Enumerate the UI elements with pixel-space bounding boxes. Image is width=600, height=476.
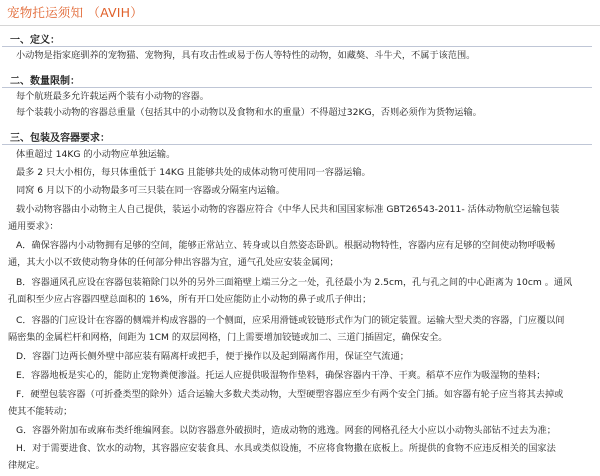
section-heading: 三、包装及容器要求：: [10, 133, 110, 144]
body-line: 最多 2 只大小相仿，每只体重低于 14KG 且能够共处的成体动物可使用同一容器运输。: [16, 167, 371, 178]
body-line: 体重超过 14KG 的小动物应单独运输。: [16, 149, 176, 160]
body-line: 使其不能转动；: [8, 406, 73, 417]
body-line: D．容器门边两长侧外壁中部应装有隔离杆或把手，便于操作以及起到隔离作用，保证空气流通；: [16, 351, 409, 362]
section-heading: 一、定义：: [10, 35, 60, 46]
body-line: 律规定。: [8, 460, 45, 471]
body-line: G．容器外附加布或麻布类纤维编网套。以防容器意外破损时，造成动物的逃逸。网套的网格孔径大小应以小动物头部钻不过去为准；: [16, 425, 556, 436]
body-line: 同窝 6 月以下的小动物最多可三只装在同一容器或分隔室内运输。: [16, 185, 285, 196]
section-heading: 二、数量限制：: [10, 76, 80, 87]
body-line: B．容器通风孔应设在容器包装箱除门以外的另外三面箱壁上端三分之一处，孔径最小为 2.5cm，孔与孔之间的中心距离为 10cm 。通风: [16, 277, 573, 288]
section-heading-bar: [2, 31, 592, 47]
body-line: 每个航班最多允许载运两个装有小动物的容器。: [16, 91, 209, 102]
body-line: 隔密集的金属栏杆和网格，间距为 1CM 的双层网格，门上需要增加铰链或加二、三道门插固定，确保安全。: [8, 332, 448, 343]
body-line: H．对于需要进食、饮水的动物，其容器应安装食具、水具或类似设施，不应将食物撒在底板上。所提供的食物不应违反相关的国家法: [16, 443, 556, 454]
page-title: 宠物托运须知 （AVIH）: [7, 5, 143, 20]
body-line: A．确保容器内小动物拥有足够的空间，能够正常站立、转身或以自然姿态卧趴。根据动物特性，容器内应有足够的空间使动物呼吸畅: [16, 240, 556, 251]
body-line: 孔面积至少应占容器四壁总面积的 16%，所有开口处应能防止小动物的鼻子或爪子伸出；: [8, 294, 372, 305]
body-line: C．容器的门应设计在容器的侧端并构成容器的一个侧面，应采用滑链或铰链形式作为门的锁定装置。运输大型犬类的容器，门应覆以间: [16, 315, 565, 326]
section-heading-bar: [2, 72, 592, 88]
body-line: 每个装载小动物的容器总重量（包括其中的小动物以及食物和水的重量）不得超过32KG，否则必须作为货物运输。: [16, 107, 482, 118]
section-packaging-requirements: [0, 129, 600, 145]
title-divider: [0, 25, 600, 26]
body-line: 小动物是指家庭驯养的宠物猫、宠物狗，具有攻击性或易于伤人等特性的动物，如藏獒、斗牛犬，不属于该范围。: [16, 50, 476, 61]
body-line: E．容器地板是实心的，能防止宠物粪便渗溢。托运人应提供吸湿物作垫料，确保容器内干净、干爽。稻草不应作为吸湿物的垫料；: [16, 370, 546, 381]
body-line: 通，其大小以不致使动物身体的任何部分伸出容器为宜，通气孔处应安装金属网；: [8, 257, 339, 268]
section-heading-bar: [2, 129, 592, 145]
section-quantity-limit: [0, 72, 600, 88]
body-line: F．硬塑包装容器（可折叠类型的除外）适合运输大多数犬类动物，大型硬塑容器应至少有两个安全门插。如容器有轮子应当将其去掉或: [16, 389, 564, 400]
body-line: 通用要求》：: [8, 221, 59, 232]
body-line: 载小动物容器由小动物主人自己提供，装运小动物的容器应符合《中华人民共和国国家标准 GBT26543-2011- 活体动物航空运输包装: [16, 204, 560, 215]
section-definition: [0, 31, 600, 47]
